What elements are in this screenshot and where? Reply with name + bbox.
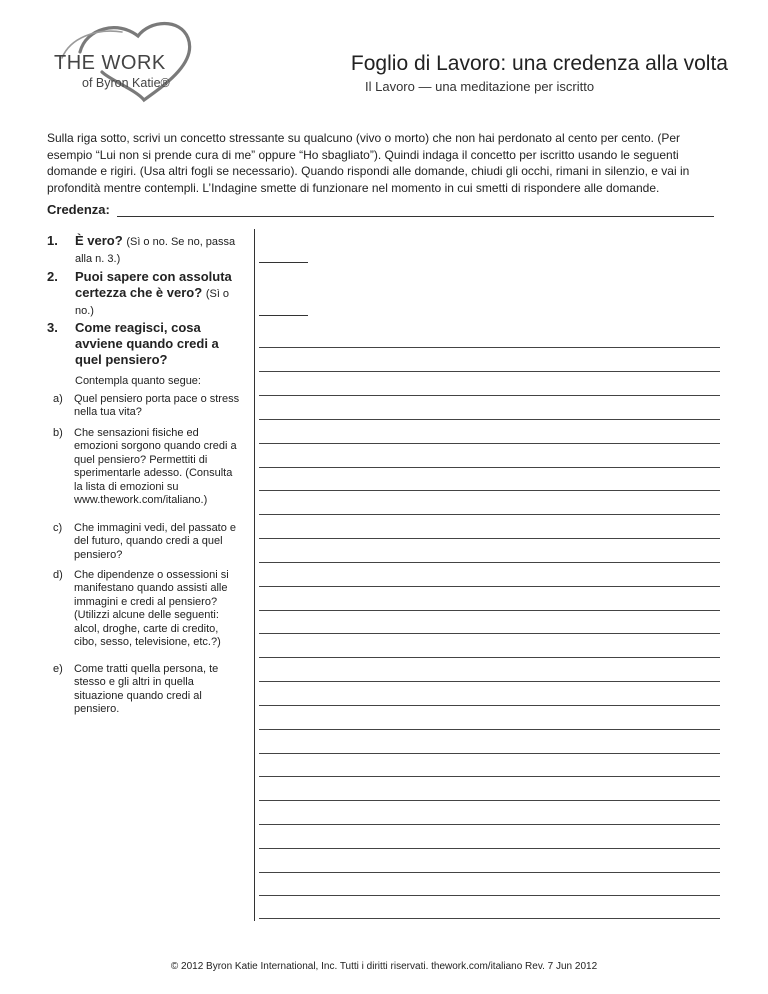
subquestion-text: Come tratti quella persona, te stesso e gli altri in quella situazione quando credi al pensiero. [74, 663, 219, 716]
logo-subtitle: of Byron Katie® [82, 76, 170, 90]
question-1-text: È vero? [75, 233, 123, 248]
answer-line[interactable] [259, 443, 720, 444]
subquestion-text: Che dipendenze o ossessioni si manifestano quando assisti alle immagini e credi al pensiero? (Utilizzi alcune delle seguenti: alcol, droghe, carte di credito, cibo, sesso, televisione, etc.?) [74, 569, 229, 649]
question-3-text: Come reagisci, cosa avviene quando credi a quel pensiero? [75, 320, 219, 367]
question-1 [75, 233, 250, 267]
answer-line[interactable] [259, 895, 720, 896]
question-2-number: 2. [47, 269, 58, 284]
question-2-note: (Sì o no.) [75, 288, 230, 317]
subquestion-text: Che sensazioni fisiche ed emozioni sorgono quando credi a quel pensiero? Permettiti di sperimentarle adesso. (Consulta la lista di emozioni su www.thework.com/italiano.) [74, 427, 237, 507]
answer-line[interactable] [259, 824, 720, 825]
subquestion-text: Quel pensiero porta pace o stress nella tua vita? [74, 393, 240, 419]
answer-line[interactable] [259, 681, 720, 682]
answer-line[interactable] [259, 419, 720, 420]
subquestion-letter: b) [53, 427, 63, 439]
answer-line[interactable] [259, 610, 720, 611]
subquestion-a [53, 393, 243, 420]
answer-line[interactable] [259, 586, 720, 587]
contemplate-label: Contempla quanto segue: [75, 375, 201, 387]
answer-line[interactable] [259, 371, 720, 372]
answer-line[interactable] [259, 918, 720, 919]
answer-line[interactable] [259, 753, 720, 754]
subquestion-letter: e) [53, 663, 63, 675]
question-3 [75, 320, 240, 368]
question-1-number: 1. [47, 233, 58, 248]
answer-line[interactable] [259, 514, 720, 515]
subquestion-b [53, 427, 243, 507]
answer-line[interactable] [259, 490, 720, 491]
answer-line[interactable] [259, 395, 720, 396]
answer-line[interactable] [259, 562, 720, 563]
answer-line[interactable] [259, 776, 720, 777]
answer-1-line[interactable] [259, 262, 308, 263]
subquestion-letter: a) [53, 393, 63, 405]
subquestion-d [53, 569, 243, 649]
the-work-logo [40, 14, 210, 106]
subquestion-letter: d) [53, 569, 63, 581]
belief-label: Credenza: [47, 202, 110, 217]
answer-line[interactable] [259, 848, 720, 849]
subquestion-e [53, 663, 243, 717]
answer-line[interactable] [259, 347, 720, 348]
logo-title: THE WORK [54, 52, 166, 74]
question-2 [75, 269, 250, 319]
question-3-number: 3. [47, 320, 58, 335]
answer-line[interactable] [259, 633, 720, 634]
column-divider [254, 229, 255, 921]
question-2-text: Puoi sapere con assoluta certezza che è vero? [75, 269, 232, 300]
answer-line[interactable] [259, 657, 720, 658]
subquestion-letter: c) [53, 522, 63, 534]
belief-answer-line[interactable] [117, 216, 714, 217]
answer-line[interactable] [259, 729, 720, 730]
answer-line[interactable] [259, 538, 720, 539]
footer-copyright: © 2012 Byron Katie International, Inc. Tutti i diritti riservati. thework.com/italiano Rev. 7 Jun 2012 [170, 961, 598, 972]
instructions-paragraph: Sulla riga sotto, scrivi un concetto stressante su qualcuno (vivo o morto) che non hai perdonato al cento per cento. (Per esempio “Lui non si prende cura di me” oppure “Ho sbagliato”). Quindi indaga il concetto per iscritto usando le seguenti domande e rigiri. (Usa altri fogli se necessario). Quando rispondi alle domande, chiudi gli occhi, rimani in silenzio, e vai in profondità mentre contempli. L’Indagine smette di funzionare nel momento in cui smetti di rispondere alle domande. [47, 131, 690, 195]
answer-line[interactable] [259, 872, 720, 873]
page-title: Foglio di Lavoro: una credenza alla volta [350, 52, 728, 75]
question-1-note: (Sì o no. Se no, passa alla n. 3.) [75, 236, 236, 265]
subquestion-text: Che immagini vedi, del passato e del futuro, quando credi a quel pensiero? [74, 522, 237, 561]
subquestion-c [53, 522, 243, 562]
answer-line[interactable] [259, 705, 720, 706]
answer-line[interactable] [259, 800, 720, 801]
answer-line[interactable] [259, 467, 720, 468]
page-subtitle: Il Lavoro — una meditazione per iscritto [365, 79, 595, 94]
answer-2-line[interactable] [259, 315, 308, 316]
